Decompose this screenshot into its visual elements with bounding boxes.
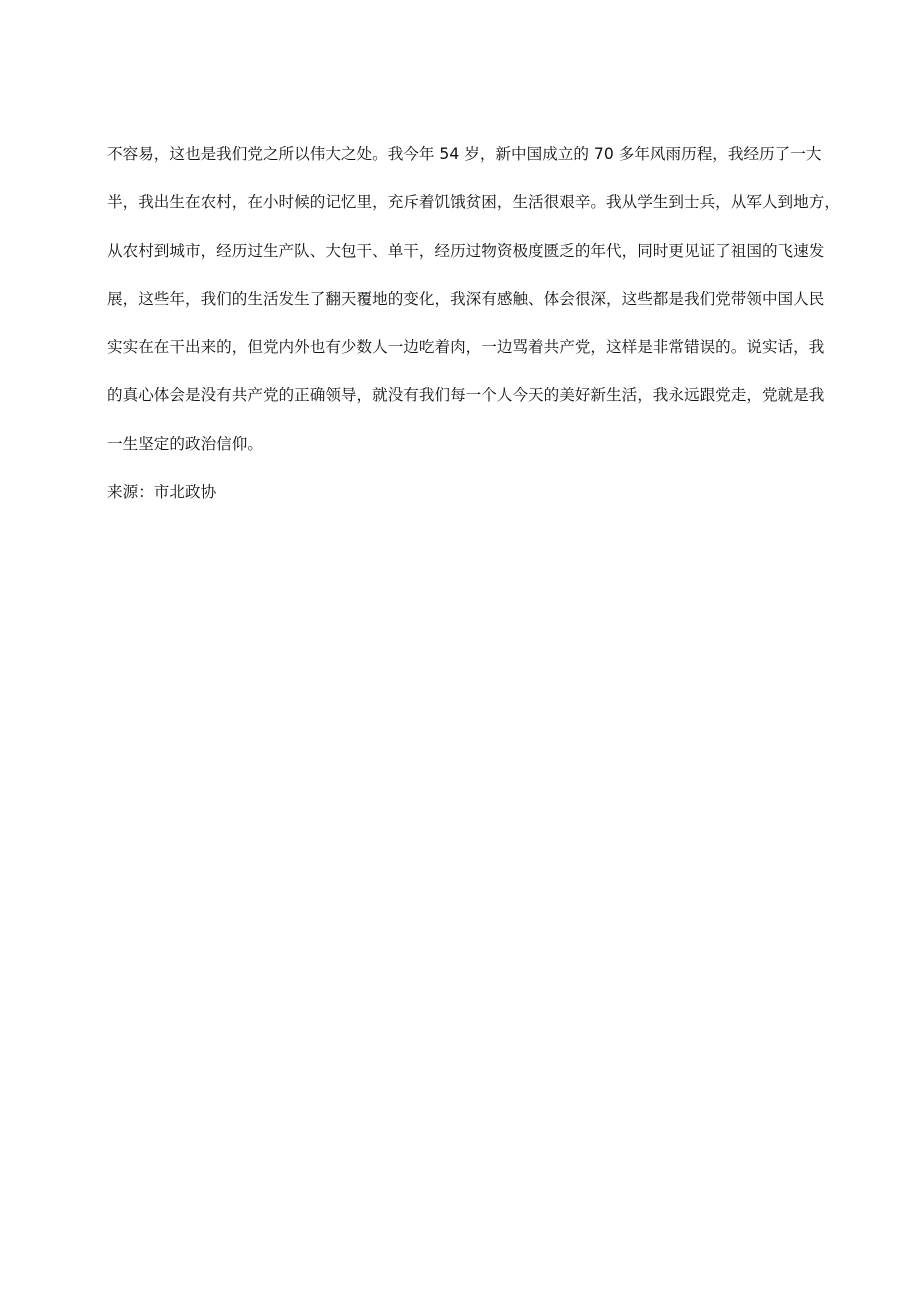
body-paragraph: [107, 139, 840, 477]
paragraph-line-1: 不容易，这也是我们党之所以伟大之处。我今年 54 岁，新中国成立的 70 多年风雨历程，我经历了一大: [107, 145, 822, 163]
paragraph-line-7: 一生坚定的政治信仰。: [107, 434, 263, 453]
paragraph-line-5: 实实在在干出来的，但党内外也有少数人一边吃着肉，一边骂着共产党，这样是非常错误的。说实话，我: [107, 338, 825, 357]
paragraph-line-4: 展，这些年，我们的生活发生了翻天覆地的变化，我深有感触、体会很深，这些都是我们党带领中国人民: [107, 289, 825, 308]
source-attribution: 来源：市北政协: [107, 483, 217, 501]
paragraph-line-6: 的真心体会是没有共产党的正确领导，就没有我们每一个人今天的美好新生活，我永远跟党走，党就是我: [107, 386, 825, 405]
paragraph-line-2: 半，我出生在农村，在小时候的记忆里，充斥着饥饿贫困，生活很艰辛。我从学生到士兵，从军人到地方，: [107, 193, 840, 212]
paragraph-line-3: 从农村到城市，经历过生产队、大包干、单干，经历过物资极度匮乏的年代，同时更见证了祖国的飞速发: [107, 241, 825, 260]
